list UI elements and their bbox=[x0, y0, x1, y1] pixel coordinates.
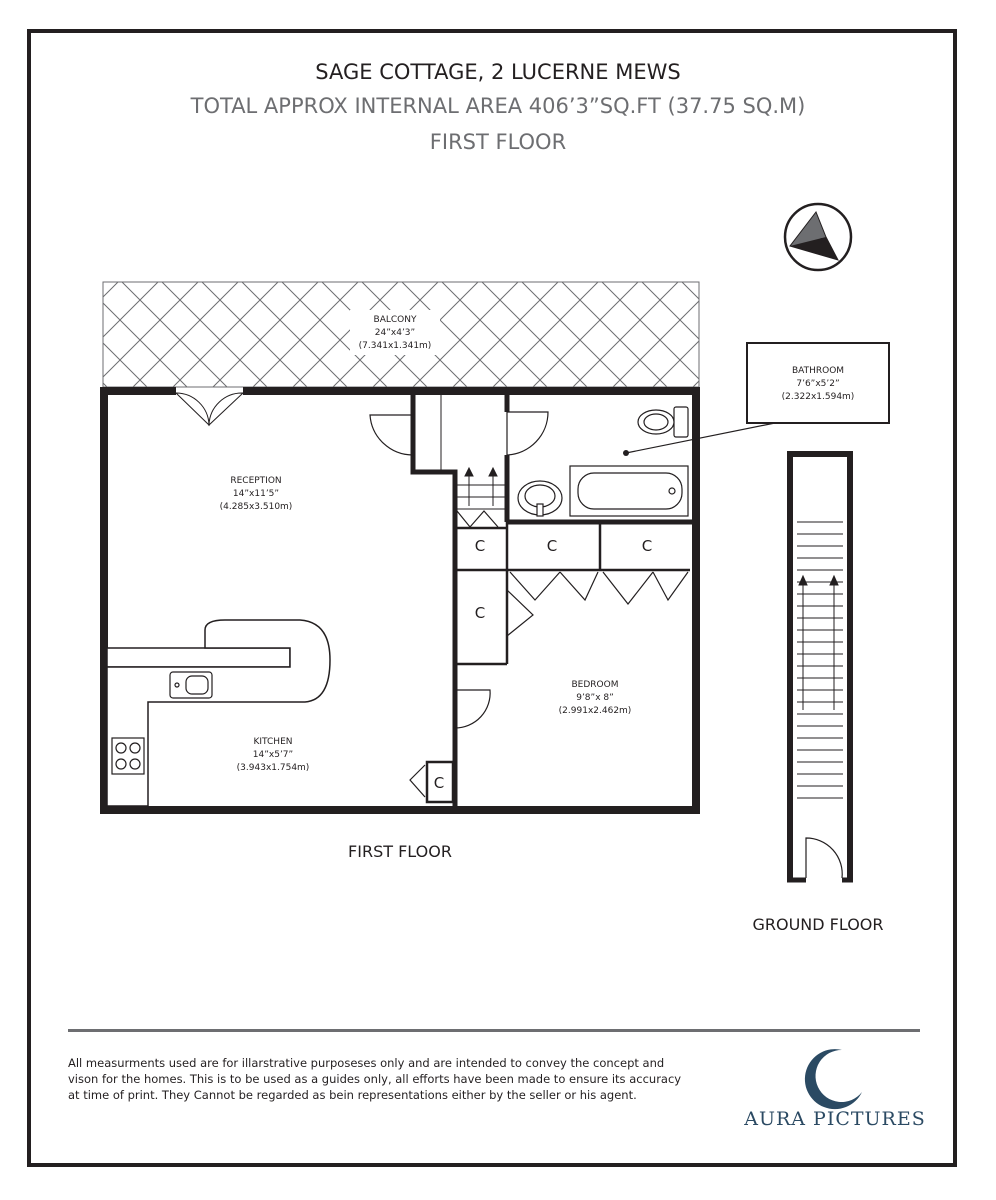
cupboard-label: C bbox=[474, 537, 486, 555]
balcony-name: BALCONY bbox=[373, 315, 417, 325]
kitchen-size-metric: (3.943x1.754m) bbox=[236, 763, 310, 773]
outer-walls bbox=[100, 387, 700, 814]
compass-north-label: N bbox=[820, 237, 826, 246]
bedroom-size-imperial: 9’8”x 8” bbox=[576, 693, 614, 703]
balcony-size-metric: (7.341x1.341m) bbox=[358, 341, 432, 351]
compass-icon bbox=[785, 204, 851, 270]
reception-size-metric: (4.285x3.510m) bbox=[219, 502, 293, 512]
kitchen-counter bbox=[107, 620, 330, 806]
kitchen-sink-icon bbox=[170, 672, 212, 698]
bedroom-size-metric: (2.991x2.462m) bbox=[558, 706, 632, 716]
balcony bbox=[103, 282, 699, 387]
footer-divider bbox=[68, 1029, 920, 1032]
bathroom-name: BATHROOM bbox=[791, 366, 845, 376]
logo-wordmark: AURA PICTURES bbox=[744, 1108, 926, 1130]
sink-icon bbox=[518, 481, 562, 516]
reception-label bbox=[220, 476, 293, 512]
kitchen-label bbox=[237, 737, 310, 773]
bathtub-icon bbox=[570, 466, 688, 516]
balcony-size-imperial: 24”x4’3” bbox=[374, 328, 416, 338]
bedroom-label bbox=[559, 680, 632, 716]
property-title: SAGE COTTAGE, 2 LUCERNE MEWS bbox=[315, 60, 681, 84]
stair-treads bbox=[797, 522, 843, 798]
bedroom-name: BEDROOM bbox=[571, 680, 619, 690]
internal-walls bbox=[413, 393, 696, 812]
bathroom-size-imperial: 7’6”x5’2” bbox=[796, 379, 840, 389]
floor-title: FIRST FLOOR bbox=[429, 130, 567, 154]
toilet-icon bbox=[638, 407, 688, 437]
cupboard-label: C bbox=[641, 537, 653, 555]
kitchen-name: KITCHEN bbox=[253, 737, 293, 747]
kitchen-size-imperial: 14”x5’7” bbox=[252, 750, 294, 760]
area-subtitle: TOTAL APPROX INTERNAL AREA 406’3”SQ.FT (37.75 SQ.M) bbox=[190, 94, 806, 118]
first-floor-label: FIRST FLOOR bbox=[348, 842, 452, 861]
bathroom-size-metric: (2.322x1.594m) bbox=[781, 392, 855, 402]
cupboard-label: C bbox=[546, 537, 558, 555]
cupboard-label: C bbox=[433, 774, 445, 792]
aura-logo-icon bbox=[805, 1049, 862, 1109]
balcony-french-doors bbox=[176, 393, 243, 425]
ground-floor-label: GROUND FLOOR bbox=[752, 915, 884, 934]
ground-floor-stair bbox=[787, 454, 853, 882]
reception-size-imperial: 14”x11’5” bbox=[232, 489, 280, 499]
reception-name: RECEPTION bbox=[230, 476, 282, 486]
hob-icon bbox=[112, 738, 144, 774]
cupboard-label: C bbox=[474, 604, 486, 622]
stair-stub bbox=[456, 468, 505, 509]
disclaimer-text: All measurments used are for illarstrative purposeses only and are intended to convey the concept and vison for the homes. This is to be used as a guides only, all efforts have been made to ensure its accuracy at time of print. They Cannot be regarded as bein representations either by the seller or his agent. bbox=[68, 1056, 682, 1102]
